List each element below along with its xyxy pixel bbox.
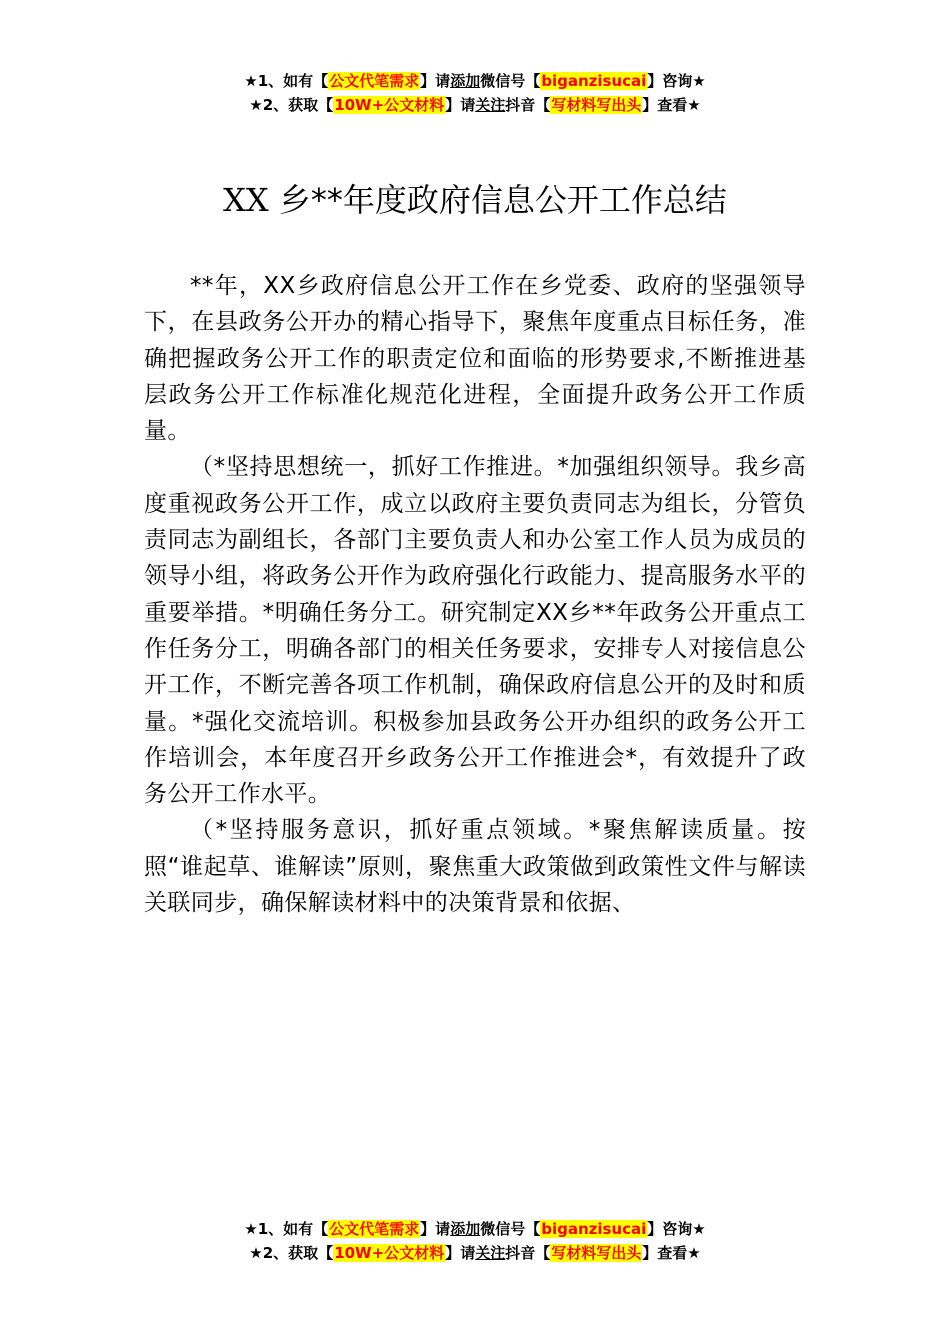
- promo-line-1: [0, 1217, 950, 1241]
- promo-line-1: [0, 69, 950, 93]
- promo-text: 抖音【: [505, 96, 551, 114]
- promo-text: 】请: [420, 1220, 451, 1238]
- title-prefix: XX: [223, 181, 269, 219]
- promo-text: 】请: [420, 72, 451, 90]
- promo-banner-bottom: [0, 1217, 950, 1265]
- promo-highlight: 10W+公文材料: [334, 96, 445, 114]
- promo-line-2: [0, 1241, 950, 1265]
- promo-text: 】咨询★: [647, 1220, 706, 1238]
- promo-text: ★1、如有【: [244, 72, 329, 90]
- paragraph: （*坚持服务意识，抓好重点领域。*聚焦解读质量。按照“谁起草、谁解读”原则，聚焦重大政策做到政策性文件与解读关联同步，确保解读材料中的决策背景和依据、: [144, 817, 806, 917]
- promo-text: 】请: [445, 96, 476, 114]
- promo-highlight: 公文代笔需求: [329, 72, 420, 90]
- promo-text: 微信号【: [480, 1220, 541, 1238]
- promo-highlight: biganzisucai: [541, 1220, 647, 1238]
- document-title: [0, 178, 950, 222]
- promo-text: 抖音【: [505, 1244, 551, 1262]
- promo-underlined: 关注: [475, 96, 506, 114]
- promo-line-2: [0, 93, 950, 117]
- paragraph: （*坚持思想统一，抓好工作推进。*加强组织领导。我乡高度重视政务公开工作，成立以政府主要负责同志为组长，分管负责同志为副组长，各部门主要负责人和办公室工作人员为成员的领导小组，将政务公开作为政府强化行政能力、提高服务水平的重要举措。*明确任务分工。研究制定XX乡**年政务公开重点工作任务分工，明确各部门的相关任务要求，安排专人对接信息公开工作，不断完善各项工作机制，确保政府信息公开的及时和质量。*强化交流培训。积极参加县政务公开办组织的政务公开工作培训会，本年度召开乡政务公开工作推进会*，有效提升了政务公开工作水平。: [144, 454, 806, 808]
- title-text: 乡**年度政府信息公开工作总结: [268, 181, 727, 219]
- promo-text: 】查看★: [642, 1244, 701, 1262]
- promo-highlight: 10W+公文材料: [334, 1244, 445, 1262]
- promo-text: 微信号【: [480, 72, 541, 90]
- promo-text: ★1、如有【: [244, 1220, 329, 1238]
- promo-highlight: 写材料写出头: [551, 1244, 642, 1262]
- promo-underlined: 添加: [450, 1220, 481, 1238]
- promo-text: ★2、获取【: [249, 96, 334, 114]
- promo-highlight: 公文代笔需求: [329, 1220, 420, 1238]
- promo-text: 】咨询★: [647, 72, 706, 90]
- promo-banner-top: [0, 69, 950, 117]
- promo-highlight: 写材料写出头: [551, 96, 642, 114]
- paragraph: **年，XX乡政府信息公开工作在乡党委、政府的坚强领导下，在县政务公开办的精心指导下，聚焦年度重点目标任务，准确把握政务公开工作的职责定位和面临的形势要求,不断推进基层政务公开工作标准化规范化进程，全面提升政务公开工作质量。: [144, 273, 807, 445]
- promo-underlined: 关注: [475, 1244, 506, 1262]
- document-body: [144, 268, 806, 921]
- promo-highlight: biganzisucai: [541, 72, 647, 90]
- promo-text: 】查看★: [642, 96, 701, 114]
- promo-underlined: 添加: [450, 72, 481, 90]
- promo-text: ★2、获取【: [249, 1244, 334, 1262]
- promo-text: 】请: [445, 1244, 476, 1262]
